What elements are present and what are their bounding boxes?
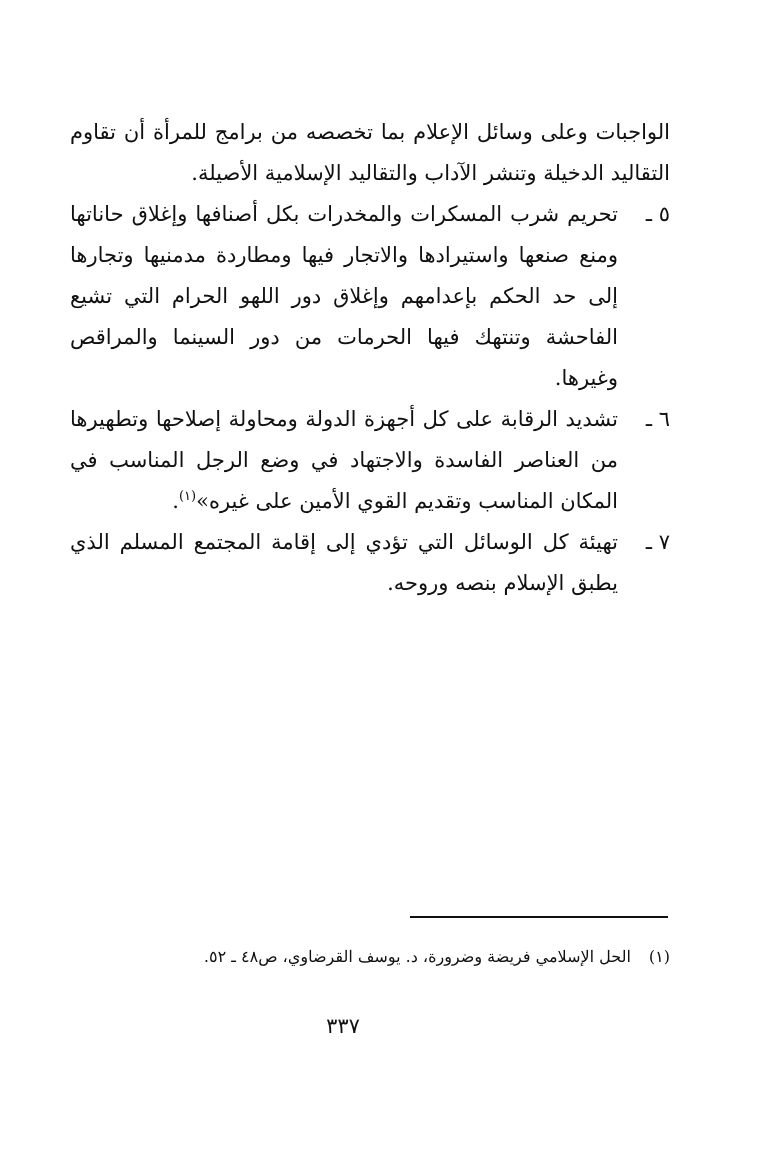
page-number: ٣٣٧	[326, 1014, 360, 1038]
list-item-number: ٧ ـ	[645, 530, 670, 554]
lead-paragraph: الواجبات وعلى وسائل الإعلام بما تخصصه من برامج للمرأة أن تقاوم التقاليد الدخيلة وتنشر الآداب والتقاليد الإسلامية الأصيلة.	[70, 120, 670, 185]
list-item-text-wrapper	[70, 399, 618, 522]
footnote-text: الحل الإسلامي فريضة وضرورة، د. يوسف القرضاوي، ص٤٨ ـ ٥٢.	[203, 947, 631, 966]
list-item-number: ٥ ـ	[645, 202, 670, 226]
list-item-text-end: .	[172, 489, 179, 513]
list-item-text: تشديد الرقابة على كل أجهزة الدولة ومحاولة إصلاحها وتطهيرها من العناصر الفاسدة والاجتهاد في وضع الرجل المناسب في المكان المناسب وتقديم القوي الأمين على غيره»	[70, 407, 618, 513]
list-item-text: تهيئة كل الوسائل التي تؤدي إلى إقامة المجتمع المسلم الذي يطبق الإسلام بنصه وروحه.	[70, 530, 618, 595]
body-text	[70, 112, 670, 604]
list-item-6	[70, 399, 670, 522]
list-item-7	[70, 522, 670, 604]
footnote-number: (١)	[648, 947, 670, 966]
list-item-number: ٦ ـ	[645, 407, 670, 431]
footnote-divider	[410, 916, 668, 918]
list-item-text: تحريم شرب المسكرات والمخدرات بكل أصنافها وإغلاق حاناتها ومنع صنعها واستيرادها والاتجار فيها ومطاردة مدمنيها وتجارها إلى حد الحكم بإعدامهم وإغلاق دور اللهو الحرام التي تشيع الفاحشة وتنتهك فيها الحرمات من دور السينما والمراقص وغيرها.	[70, 202, 618, 390]
list-item-5	[70, 194, 670, 399]
footnote	[150, 945, 670, 969]
footnote-reference[interactable]: (١)	[178, 489, 197, 504]
